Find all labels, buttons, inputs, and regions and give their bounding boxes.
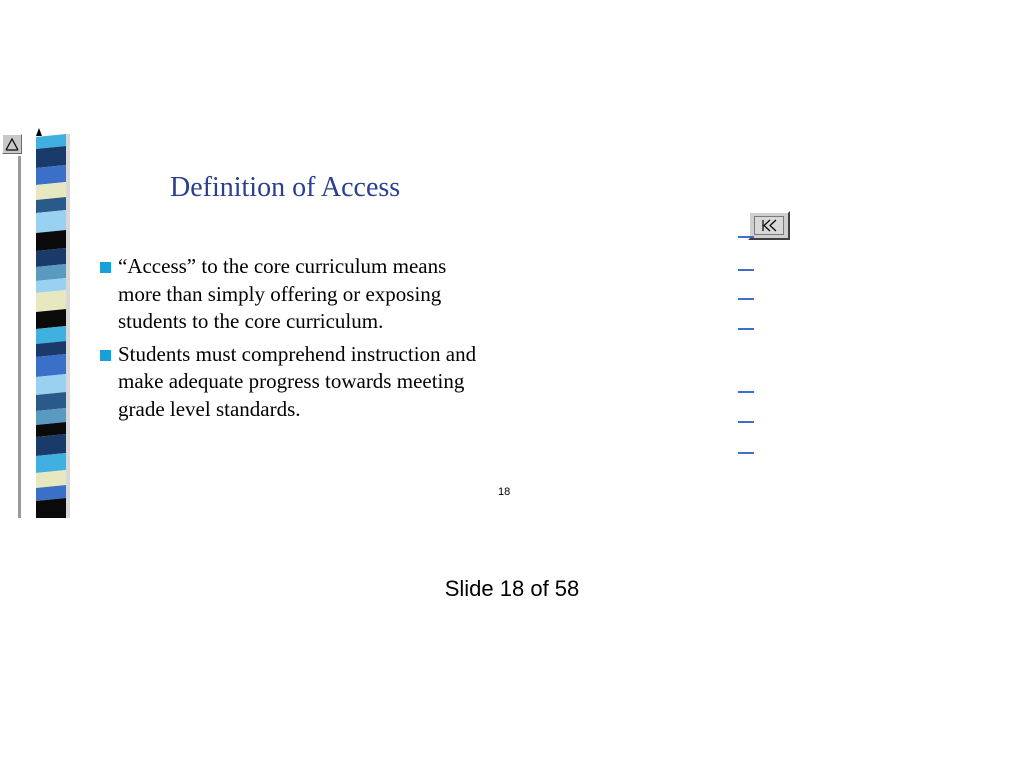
stripe-block bbox=[36, 290, 66, 312]
slide-left-edge bbox=[18, 156, 21, 518]
stripe-block bbox=[36, 309, 66, 329]
bullet-line: more than simply offering or exposing bbox=[118, 281, 442, 306]
bullet-line: “Access” to the core curriculum means bbox=[118, 254, 447, 278]
bullet-line: grade level standards. bbox=[118, 396, 301, 421]
stripe-block bbox=[36, 374, 66, 395]
stripe-block bbox=[36, 470, 66, 488]
back-to-start-button[interactable] bbox=[748, 211, 790, 240]
outline-link[interactable] bbox=[738, 269, 754, 271]
stripe-shadow bbox=[66, 134, 70, 518]
bullet-line: students to the core curriculum. bbox=[118, 309, 384, 333]
slide-page-number: 18 bbox=[498, 486, 511, 498]
stripe-block bbox=[36, 165, 66, 185]
bullet-item bbox=[100, 341, 540, 424]
rewind-icon bbox=[754, 216, 784, 235]
stripe-block bbox=[36, 182, 66, 200]
stripe-block bbox=[36, 146, 66, 168]
slide-title: Definition of Access bbox=[170, 172, 401, 203]
outline-link[interactable] bbox=[738, 391, 754, 393]
restore-icon[interactable] bbox=[2, 134, 22, 154]
outline-link[interactable] bbox=[738, 452, 754, 454]
square-bullet-icon bbox=[100, 262, 111, 273]
outline-link[interactable] bbox=[738, 328, 754, 330]
stripe-block bbox=[36, 453, 66, 473]
outline-link[interactable] bbox=[738, 421, 754, 423]
stripe-block bbox=[36, 210, 66, 233]
slide-counter: Slide 18 of 58 bbox=[444, 576, 580, 601]
outline-link[interactable] bbox=[738, 298, 754, 300]
square-bullet-icon bbox=[100, 350, 111, 361]
stripe-block bbox=[36, 248, 66, 267]
stripe-block bbox=[36, 434, 66, 456]
stripe-block bbox=[36, 326, 66, 344]
stripe-block bbox=[36, 354, 66, 377]
bullet-line: Students must comprehend instruction and bbox=[118, 341, 477, 366]
stripe-block bbox=[36, 498, 66, 518]
stripe-block bbox=[36, 230, 66, 251]
outline-link[interactable] bbox=[738, 236, 754, 238]
stripe-block bbox=[36, 392, 66, 411]
bullet-line: make adequate progress towards meeting bbox=[118, 369, 465, 393]
bullet-item bbox=[100, 253, 540, 336]
bullet-list bbox=[100, 253, 540, 428]
decorative-stripe bbox=[22, 134, 76, 518]
